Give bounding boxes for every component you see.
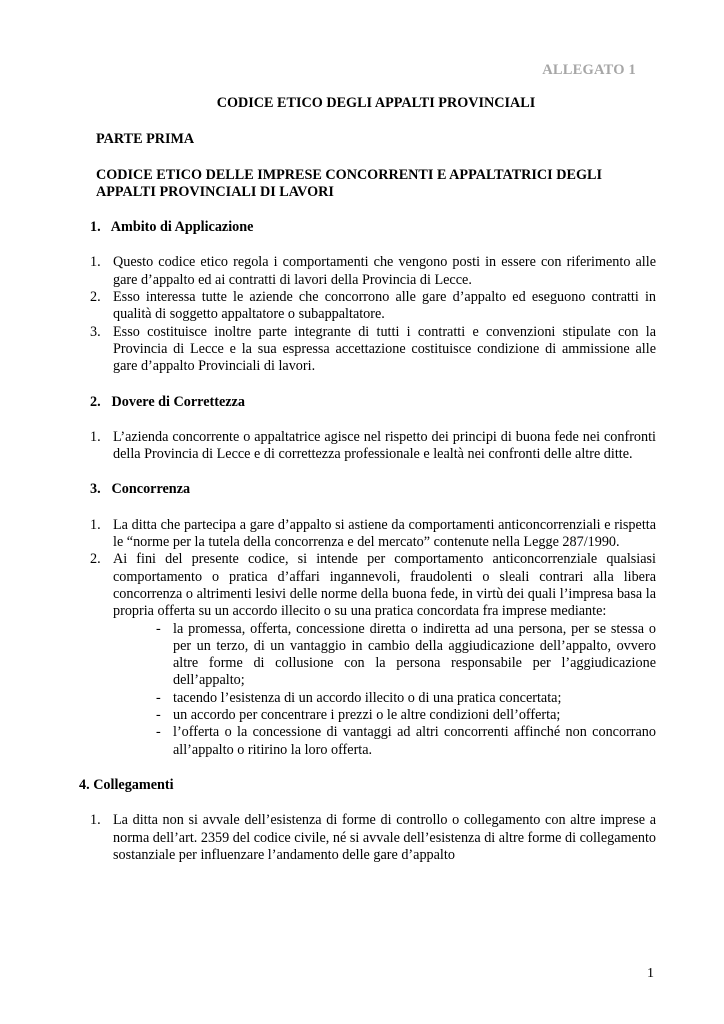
section-2-title: Dovere di Correttezza [111, 393, 245, 410]
page-number: 1 [647, 966, 654, 981]
dash-list [113, 621, 656, 759]
section-3-list [90, 516, 656, 759]
item-text: Questo codice etico regola i comportamenti che vengono posti in essere con riferimento alle gare d’appalto ed ai contratti di lavori della Provincia di Lecce. [113, 254, 656, 288]
section-1-number: 1. [90, 219, 101, 236]
subtitle-line-2: APPALTI PROVINCIALI DI LAVORI [96, 183, 334, 200]
item-number: 1. [90, 428, 101, 445]
section-1-list [90, 254, 656, 375]
subtitle-line-1: CODICE ETICO DELLE IMPRESE CONCORRENTI E APPALTATRICI DEGLI [96, 166, 602, 183]
section-4-list [90, 812, 656, 864]
section-3-title: Concorrenza [111, 481, 191, 498]
section-3-number: 3. [90, 481, 101, 498]
list-item [90, 254, 656, 289]
item-text: Ai fini del presente codice, si intende per comportamento anticoncorrenziale qualsiasi comportamento o pratica d’affari ingannevoli, fraudolenti o sleali contrari alla libera concorrenza o altrimenti lesivi delle norme della buona fede, in virtù dei quali l’impresa basa la propria offerta su un accordo illecito o su una pratica concordata fra imprese mediante: [113, 551, 656, 620]
item-number: 1. [90, 516, 101, 533]
list-item [90, 323, 656, 376]
list-item [90, 428, 656, 464]
list-item [90, 516, 656, 552]
list-item [90, 812, 656, 864]
section-1-title: Ambito di Applicazione [110, 219, 254, 236]
dash-item-text: l’offerta o la concessione di vantaggi ad altri concorrenti affinché non concorrano all’appalto o ritirino la loro offerta. [173, 724, 656, 758]
section-4-number: 4. [79, 776, 90, 793]
document-body [79, 95, 656, 882]
item-text: La ditta che partecipa a gare d’appalto si astiene da comportamenti anticoncorrenziali e rispetta le “norme per la tutela della concorrenza e del mercato” contenute nella Legge 287/1990. [113, 516, 656, 551]
item-number: 1. [90, 812, 101, 829]
item-text: Esso costituisce inoltre parte integrante di tutti i contratti e convenzioni stipulate con la Provincia di Lecce e la sua espressa accettazione costituisce condizione di ammissione alle gare d’appalto Provinciali di lavori. [113, 323, 656, 375]
dash-bullet: - [156, 724, 161, 741]
section-2-heading [90, 394, 656, 411]
dash-bullet: - [156, 689, 161, 706]
item-text: Esso interessa tutte le aziende che concorrono alle gare d’appalto ed eseguono contratti in qualità di soggetto appaltatore o subappaltatore. [113, 289, 656, 323]
section-1-heading [90, 219, 656, 236]
item-number: 2. [90, 551, 101, 568]
dash-bullet: - [156, 707, 161, 724]
dash-item [156, 724, 656, 759]
item-number: 1. [90, 254, 101, 271]
document-title: CODICE ETICO DEGLI APPALTI PROVINCIALI [216, 95, 536, 111]
item-number: 3. [90, 323, 101, 340]
dash-item [156, 707, 656, 724]
part-title: PARTE PRIMA [96, 131, 195, 148]
subtitle [96, 167, 656, 202]
item-text: L’azienda concorrente o appaltatrice agisce nel rispetto dei principi di buona fede nei confronti della Provincia di Lecce e di correttezza professionale e lealtà nei confronti delle altre ditte. [113, 428, 656, 463]
section-4-title: Collegamenti [93, 776, 174, 793]
list-item [90, 551, 656, 759]
section-2-number: 2. [90, 393, 101, 410]
item-number: 2. [90, 289, 101, 306]
list-item [90, 289, 656, 324]
dash-item [156, 690, 656, 707]
dash-bullet: - [156, 620, 161, 637]
section-4-heading [79, 777, 656, 794]
item-text: La ditta non si avvale dell’esistenza di forme di controllo o collegamento con altre imprese a norma dell’art. 2359 del codice civile, né si avvale dell’esistenza di altre forme di collegamento sostanziale per influenzare l’andamento delle gare d’appalto [113, 812, 656, 863]
attachment-label: ALLEGATO 1 [542, 62, 636, 78]
section-3-heading [90, 481, 656, 498]
dash-item-text: un accordo per concentrare i prezzi o le altre condizioni dell’offerta; [173, 707, 561, 724]
section-2-list [90, 428, 656, 464]
dash-item-text: tacendo l’esistenza di un accordo illecito o di una pratica concertata; [173, 689, 562, 706]
dash-item-text: la promessa, offerta, concessione diretta o indiretta ad una persona, per se stessa o per un terzo, di un vantaggio in cambio della aggiudicazione dell’appalto, ovvero altre forme di collusione con la persona responsabile per l’aggiudicazione dell’appalto; [173, 620, 656, 689]
dash-item [156, 621, 656, 690]
